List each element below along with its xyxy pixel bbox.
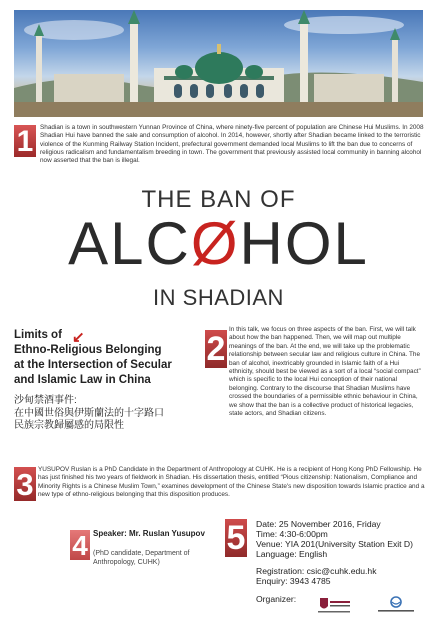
title-line-1: THE BAN OF — [141, 186, 296, 213]
event-enquiry: Enquiry: 3943 4785 — [256, 576, 331, 586]
bio-paragraph: YUSUPOV Ruslan is a PhD Candidate in the Department of Anthropology at CUHK. He is a recipient of Hong Kong PhD Fellowship. He has just finished his two years of fieldwork in Shadian. His dissertation thesis, entitled “Pious citizenship: Nationalism, Compliance and Minority Rights is a Chinese Muslim Town,” examines development of the Chinese State's new disposition towards Islamic practice and a new type of ethno-religious belonging that this disposition produces. — [38, 466, 425, 499]
intro-paragraph: Shadian is a town in southwestern Yunnan Province of China, where ninety-five percent of population are Chinese Hui Muslims. In 2008 Shadian Hui have banned the sale and consumption of alcohol. In 2014, however, shortly after Shadian became linked to the terroristic violence of the Kunming Railway Station Incident, prefectural government demanded local Muslims to lift the ban due to concerns of religious radicalism and fundamentalism breeding in town. The government that previously assisted local community in banning alcohol now asserted that the ban is illegal. — [40, 124, 424, 165]
chinese-line-2: 在中國世俗與伊斯蘭法的十字路口 — [14, 407, 164, 419]
section-number-1: 1 — [14, 125, 36, 157]
title-alcohol-part-a: ALC — [68, 210, 191, 277]
mosque-banner-photo — [14, 10, 423, 117]
section-number-3: 3 — [14, 467, 36, 501]
title-alcohol-part-c: L — [333, 210, 369, 277]
speaker-affiliation: (PhD candidate, Department of Anthropology, CUHK) — [93, 550, 190, 566]
institute-logo-icon — [374, 596, 418, 615]
subtitle-line-4: and Islamic Law in China — [14, 374, 151, 386]
event-registration: Registration: csic@cuhk.edu.hk — [256, 566, 377, 576]
section-number-2: 2 — [206, 330, 226, 368]
speaker-name: Speaker: Mr. Ruslan Yusupov — [93, 529, 205, 538]
event-language: Language: English — [256, 549, 328, 559]
title-alcohol — [0, 210, 437, 277]
cuhk-logo-icon — [316, 597, 352, 615]
subtitle-line-2: Ethno-Religious Belonging — [14, 344, 162, 356]
title-alcohol-part-o: O — [284, 210, 334, 277]
event-time: Time: 4:30-6:00pm — [256, 529, 328, 539]
title-alcohol-part-b: H — [239, 210, 285, 277]
event-date: Date: 25 November 2016, Friday — [256, 519, 381, 529]
event-venue: Venue: YIA 201(University Station Exit D) — [256, 539, 413, 549]
subtitle-line-3: at the Intersection of Secular — [14, 359, 172, 371]
section-number-5: 5 — [226, 519, 246, 557]
subtitle-chinese — [14, 395, 224, 433]
talk-paragraph: In this talk, we focus on three aspects of the ban. First, we will talk about how the ban happened. Then, we will map out multiple meanings of the ban. At the end, we will take up the problematic relationship between secular law and religious culture in China. The ban of alcohol, inextricably grounded in Islamic faith of a Hui ethnicity, should best be viewed as a sort of a local “social compact” which is specific to the local Hui conception of their national belonging. Contrary to the discourse that Shadian Muslims have crossed the boundaries of a permissible ethnic behaviour in China, we show that the ban is a collective product of historical legacies, state actors, and Shadian citizens. — [229, 326, 421, 418]
section-number-4: 4 — [70, 530, 90, 560]
arrow-down-left-icon: ↙ — [72, 329, 85, 346]
subtitle-english — [14, 328, 214, 388]
chinese-line-1: 沙甸禁酒事件: — [14, 395, 77, 406]
title-alcohol-crossed-o: Ø — [190, 210, 240, 277]
title-line-3: IN SHADIAN — [153, 285, 284, 310]
chinese-line-3: 民族宗教歸屬感的局限性 — [14, 420, 124, 431]
subtitle-line-1: Limits of — [14, 329, 62, 341]
organizer-label: Organizer: — [256, 594, 297, 604]
